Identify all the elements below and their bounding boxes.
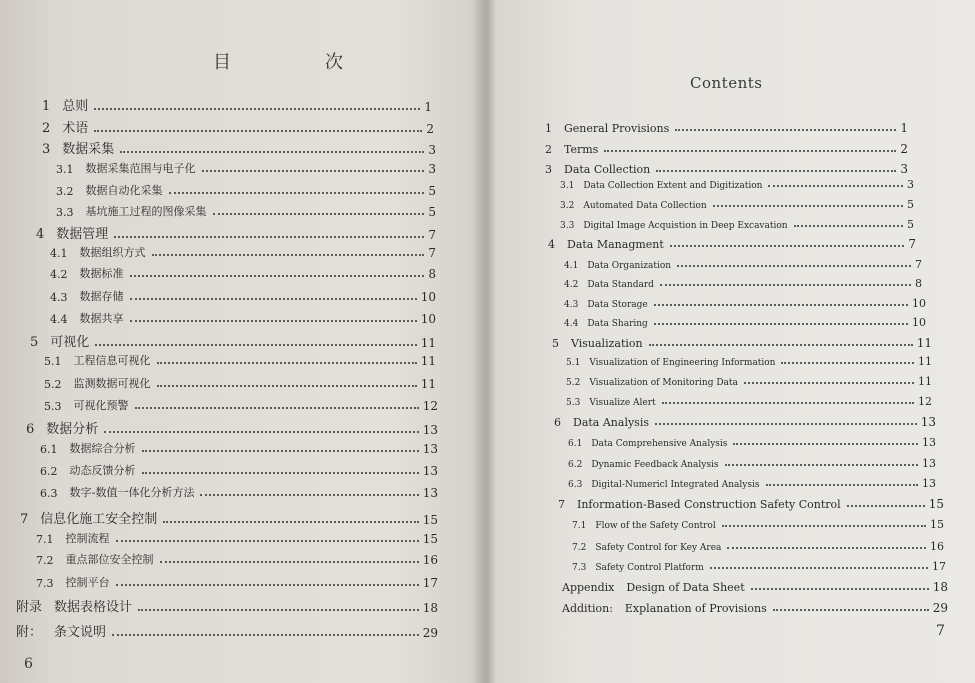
toc-entry bbox=[566, 395, 932, 408]
toc-entry-title: Safety Control for Key Area bbox=[595, 543, 722, 553]
toc-entry bbox=[16, 621, 438, 640]
toc-leader-dots bbox=[660, 283, 911, 286]
toc-entry-page: 7 bbox=[428, 228, 436, 242]
toc-entry-title: 可视化预警 bbox=[73, 399, 129, 412]
toc-entry-page: 13 bbox=[422, 423, 438, 437]
toc-entry-page: 11 bbox=[420, 336, 436, 350]
toc-entry-page: 11 bbox=[420, 354, 436, 368]
toc-leader-dots bbox=[744, 381, 914, 384]
toc-entry-number: 1 bbox=[42, 99, 51, 114]
toc-entry-title: 动态反馈分析 bbox=[69, 464, 136, 477]
toc-entry bbox=[560, 218, 914, 231]
toc-entry-title: Terms bbox=[564, 143, 599, 156]
toc-entry bbox=[36, 574, 438, 590]
toc-entry-number: 2 bbox=[545, 143, 552, 156]
toc-leader-dots bbox=[142, 471, 419, 474]
toc-entry bbox=[42, 117, 434, 136]
toc-entry-page: 7 bbox=[915, 258, 922, 271]
toc-entry-title: Dynamic Feedback Analysis bbox=[591, 460, 719, 470]
toc-leader-dots bbox=[766, 483, 919, 486]
toc-entry-page: 10 bbox=[912, 316, 926, 329]
toc-leader-dots bbox=[95, 343, 416, 346]
toc-entry-number: 4.3 bbox=[564, 300, 579, 310]
toc-entry-number: 3 bbox=[42, 142, 51, 157]
toc-entry-number: 6.1 bbox=[40, 443, 58, 456]
toc-entry bbox=[26, 418, 438, 437]
toc-entry-title: 数据分析 bbox=[46, 422, 99, 437]
toc-entry-page: 12 bbox=[918, 395, 932, 408]
toc-entry bbox=[50, 310, 436, 326]
toc-entry-page: 3 bbox=[428, 162, 436, 176]
toc-entry bbox=[40, 484, 438, 500]
toc-entry-title: 数据标准 bbox=[79, 267, 124, 280]
toc-entry-title: 数据表格设计 bbox=[54, 600, 133, 615]
toc-entry-title: Data Collection bbox=[564, 163, 651, 176]
toc-leader-dots bbox=[773, 608, 929, 611]
toc-entry-page: 7 bbox=[428, 246, 436, 260]
toc-entry bbox=[564, 297, 926, 310]
toc-leader-dots bbox=[662, 401, 914, 404]
toc-entry-number: 3.2 bbox=[56, 185, 74, 198]
toc-leader-dots bbox=[169, 191, 425, 194]
toc-leader-dots bbox=[670, 244, 905, 247]
toc-entry-number: 4.4 bbox=[50, 313, 68, 326]
toc-entry-number: 5.2 bbox=[566, 378, 581, 388]
toc-entry-page: 8 bbox=[428, 267, 436, 281]
toc-leader-dots bbox=[794, 224, 903, 227]
toc-entry-number: 5 bbox=[30, 335, 39, 350]
toc-entry bbox=[50, 265, 436, 281]
toc-entry-number: Addition: bbox=[562, 602, 613, 615]
toc-leader-dots bbox=[725, 463, 919, 466]
toc-entry-title: 数据采集 bbox=[62, 142, 115, 157]
toc-entry-title: Visualization bbox=[571, 337, 643, 350]
toc-entry-page: 17 bbox=[932, 560, 946, 573]
toc-entry-page: 15 bbox=[422, 532, 438, 546]
toc-entry-title: 数据采集范围与电子化 bbox=[85, 162, 196, 175]
toc-entry-number: 5 bbox=[552, 337, 559, 350]
toc-entry-number: 7.1 bbox=[572, 521, 587, 531]
toc-entry-page: 11 bbox=[918, 375, 932, 388]
toc-entry-title: Automated Data Collection bbox=[583, 201, 707, 211]
toc-entry-page: 13 bbox=[422, 464, 438, 478]
toc-entry-page: 13 bbox=[922, 457, 936, 470]
toc-entry-page: 12 bbox=[422, 399, 438, 413]
toc-leader-dots bbox=[675, 128, 896, 131]
toc-entry-number: 3.3 bbox=[560, 221, 575, 231]
toc-leader-dots bbox=[213, 212, 425, 215]
toc-entry-title: 信息化施工安全控制 bbox=[40, 512, 158, 527]
toc-leader-dots bbox=[130, 297, 417, 300]
toc-leader-dots bbox=[722, 524, 926, 527]
toc-entry-number: 7.3 bbox=[36, 577, 54, 590]
toc-entry-title: 数据自动化采集 bbox=[85, 184, 163, 197]
toc-entry-page: 18 bbox=[932, 580, 948, 594]
toc-entry-number: 5.1 bbox=[44, 355, 62, 368]
toc-entry-number: 2 bbox=[42, 121, 51, 136]
toc-entry bbox=[20, 508, 438, 527]
toc-entry-page: 13 bbox=[922, 436, 936, 449]
toc-entry-number: 4.1 bbox=[50, 247, 68, 260]
toc-entry-page: 2 bbox=[900, 142, 908, 156]
toc-entry bbox=[50, 288, 436, 304]
toc-entry-number: 7 bbox=[20, 512, 29, 527]
toc-entry-page: 16 bbox=[422, 553, 438, 567]
toc-entry bbox=[552, 336, 932, 350]
toc-entry-page: 11 bbox=[918, 355, 932, 368]
toc-leader-dots bbox=[120, 150, 424, 153]
toc-leader-dots bbox=[781, 361, 914, 364]
toc-entry-page: 11 bbox=[420, 377, 436, 391]
toc-entry-page: 13 bbox=[922, 477, 936, 490]
toc-entry bbox=[568, 436, 936, 449]
toc-entry-number: 4 bbox=[36, 227, 45, 242]
toc-entry-number: 3.1 bbox=[56, 163, 74, 176]
toc-title-chinese: 目 次 bbox=[213, 52, 381, 73]
toc-entry-number: 6.2 bbox=[568, 460, 583, 470]
toc-entry-number: 5.3 bbox=[44, 400, 62, 413]
toc-leader-dots bbox=[710, 566, 928, 569]
toc-leader-dots bbox=[114, 235, 424, 238]
toc-entry-page: 5 bbox=[428, 184, 436, 198]
toc-entry bbox=[40, 462, 438, 478]
toc-entry bbox=[568, 457, 936, 470]
toc-entry-title: Data Collection Extent and Digitization bbox=[583, 181, 763, 191]
toc-leader-dots bbox=[677, 264, 911, 267]
toc-entry-title: 总则 bbox=[62, 99, 89, 114]
toc-entry-number: 4 bbox=[548, 238, 555, 251]
toc-entry-title: Visualization of Monitoring Data bbox=[589, 378, 738, 388]
toc-leader-dots bbox=[847, 504, 925, 507]
toc-entry-page: 17 bbox=[422, 576, 438, 590]
toc-entry bbox=[564, 258, 922, 271]
toc-leader-dots bbox=[112, 633, 419, 636]
toc-entry-number: 6 bbox=[26, 422, 35, 437]
toc-entry-title: 数据综合分析 bbox=[69, 442, 136, 455]
toc-entry-page: 10 bbox=[420, 290, 436, 304]
toc-entry-number: 4.4 bbox=[564, 319, 579, 329]
toc-entry-page: 3 bbox=[907, 178, 914, 191]
toc-entry bbox=[545, 142, 908, 156]
toc-entry-number: 6 bbox=[554, 416, 561, 429]
toc-entry bbox=[44, 397, 438, 413]
toc-entry bbox=[56, 160, 436, 176]
toc-leader-dots bbox=[130, 319, 417, 322]
toc-entry-number: 附录 bbox=[16, 600, 43, 615]
toc-entry-number: 3 bbox=[545, 163, 552, 176]
toc-entry-number: 7 bbox=[558, 498, 565, 511]
toc-entry-page: 5 bbox=[907, 198, 914, 211]
toc-entry-page: 1 bbox=[900, 121, 908, 135]
toc-entry-page: 7 bbox=[908, 237, 916, 251]
toc-entry bbox=[42, 95, 432, 114]
toc-entry bbox=[558, 497, 944, 511]
toc-entry-title: Digital-Numericl Integrated Analysis bbox=[591, 480, 760, 490]
toc-entry bbox=[36, 530, 438, 546]
toc-leader-dots bbox=[768, 184, 903, 187]
toc-entry-number: 7.2 bbox=[36, 554, 54, 567]
toc-entry-title: Safety Control Platform bbox=[595, 563, 704, 573]
toc-entry-page: 29 bbox=[422, 626, 438, 640]
toc-entry-number: 5.3 bbox=[566, 398, 581, 408]
toc-entry-page: 16 bbox=[930, 540, 944, 553]
toc-leader-dots bbox=[130, 274, 425, 277]
toc-entry-title: 数字-数值一体化分析方法 bbox=[69, 486, 195, 499]
toc-entry-page: 29 bbox=[932, 601, 948, 615]
toc-leader-dots bbox=[94, 107, 420, 110]
toc-entry bbox=[564, 316, 926, 329]
toc-entry bbox=[572, 560, 946, 573]
toc-leader-dots bbox=[751, 587, 929, 590]
toc-entry-number: 7.2 bbox=[572, 543, 587, 553]
toc-leader-dots bbox=[202, 169, 425, 172]
toc-entry-page: 5 bbox=[907, 218, 914, 231]
toc-entry-title: 控制流程 bbox=[65, 532, 110, 545]
toc-entry-number: 6.3 bbox=[40, 487, 58, 500]
toc-entry bbox=[572, 518, 944, 531]
toc-entry-number: Appendix bbox=[562, 581, 615, 594]
toc-leader-dots bbox=[733, 442, 918, 445]
toc-entry-title: Data Analysis bbox=[573, 416, 649, 429]
toc-entry-title: 数据共享 bbox=[79, 312, 124, 325]
toc-entry-number: 6.3 bbox=[568, 480, 583, 490]
page-number-right: 7 bbox=[936, 623, 945, 639]
toc-entry-title: Data Sharing bbox=[587, 319, 648, 329]
toc-entry-page: 3 bbox=[428, 143, 436, 157]
toc-entry bbox=[56, 203, 436, 219]
toc-entry bbox=[566, 355, 932, 368]
toc-entry-number: 5.1 bbox=[566, 358, 581, 368]
toc-entry-number: 4.2 bbox=[50, 268, 68, 281]
toc-entry-title: 术语 bbox=[62, 121, 89, 136]
toc-leader-dots bbox=[713, 204, 903, 207]
toc-entry bbox=[560, 198, 914, 211]
toc-entry-title: 可视化 bbox=[50, 335, 90, 350]
toc-entry-title: 基坑施工过程的图像采集 bbox=[85, 205, 207, 218]
toc-entry-title: 重点部位安全控制 bbox=[65, 553, 154, 566]
toc-entry-number: 4.1 bbox=[564, 261, 579, 271]
toc-leader-dots bbox=[163, 520, 418, 523]
toc-entry-page: 2 bbox=[426, 122, 434, 136]
toc-leader-dots bbox=[160, 560, 419, 563]
toc-entry bbox=[548, 237, 916, 251]
toc-entry bbox=[50, 244, 436, 260]
toc-entry bbox=[568, 477, 936, 490]
left-page-chinese-toc bbox=[0, 0, 478, 683]
toc-entry bbox=[572, 540, 944, 553]
toc-leader-dots bbox=[656, 169, 896, 172]
toc-entry-title: 监测数据可视化 bbox=[73, 377, 151, 390]
toc-leader-dots bbox=[655, 422, 917, 425]
toc-leader-dots bbox=[152, 253, 425, 256]
toc-leader-dots bbox=[135, 406, 419, 409]
toc-entry-number: 3.2 bbox=[560, 201, 575, 211]
toc-leader-dots bbox=[142, 449, 419, 452]
toc-entry bbox=[554, 415, 936, 429]
toc-entry-title: 数据存储 bbox=[79, 290, 124, 303]
toc-entry bbox=[562, 601, 948, 615]
toc-entry-number: 3.3 bbox=[56, 206, 74, 219]
toc-entry-title: Flow of the Safety Control bbox=[595, 521, 716, 531]
right-page-english-toc bbox=[492, 0, 975, 683]
toc-entry-page: 3 bbox=[900, 162, 908, 176]
toc-entry-number: 7.3 bbox=[572, 563, 587, 573]
toc-entry-title: Visualization of Engineering Information bbox=[589, 358, 776, 368]
toc-entry bbox=[564, 277, 922, 290]
toc-entry-page: 15 bbox=[930, 518, 944, 531]
toc-leader-dots bbox=[94, 129, 422, 132]
toc-entry-title: General Provisions bbox=[564, 122, 670, 135]
toc-entry-page: 1 bbox=[424, 100, 432, 114]
toc-entry-title: Data Managment bbox=[567, 238, 664, 251]
toc-entry bbox=[545, 162, 908, 176]
toc-entry bbox=[44, 375, 436, 391]
toc-entry-page: 10 bbox=[912, 297, 926, 310]
toc-entry-number: 3.1 bbox=[560, 181, 575, 191]
toc-entry bbox=[42, 138, 436, 157]
toc-entry-title: 工程信息可视化 bbox=[73, 354, 151, 367]
toc-entry-page: 8 bbox=[915, 277, 922, 290]
toc-entry-title: Explanation of Provisions bbox=[624, 602, 767, 615]
toc-entry-page: 13 bbox=[422, 442, 438, 456]
toc-leader-dots bbox=[116, 539, 419, 542]
toc-entry bbox=[40, 440, 438, 456]
toc-entry bbox=[30, 331, 436, 350]
toc-leader-dots bbox=[104, 430, 418, 433]
toc-leader-dots bbox=[649, 343, 913, 346]
toc-entry-page: 5 bbox=[428, 205, 436, 219]
toc-leader-dots bbox=[604, 149, 896, 152]
toc-entry-title: Data Storage bbox=[587, 300, 648, 310]
toc-leader-dots bbox=[157, 384, 417, 387]
toc-entry-number: 5.2 bbox=[44, 378, 62, 391]
toc-entry-number: 附： bbox=[16, 625, 43, 640]
toc-leader-dots bbox=[654, 303, 908, 306]
toc-entry-title: Digital Image Acquistion in Deep Excavation bbox=[583, 221, 788, 231]
toc-entry-page: 15 bbox=[928, 497, 944, 511]
toc-entry-title: Visualize Alert bbox=[589, 398, 656, 408]
toc-entry-title: 条文说明 bbox=[54, 625, 107, 640]
toc-entry bbox=[16, 596, 438, 615]
toc-entry-number: 6.1 bbox=[568, 439, 583, 449]
toc-title-english: Contents bbox=[690, 74, 763, 92]
toc-entry bbox=[545, 121, 908, 135]
toc-entry-page: 13 bbox=[422, 486, 438, 500]
toc-entry-number: 7.1 bbox=[36, 533, 54, 546]
toc-entry-number: 4.2 bbox=[564, 280, 579, 290]
toc-entry-number: 4.3 bbox=[50, 291, 68, 304]
toc-entry bbox=[36, 551, 438, 567]
toc-leader-dots bbox=[138, 608, 419, 611]
toc-entry bbox=[56, 182, 436, 198]
toc-leader-dots bbox=[157, 361, 417, 364]
toc-entry-page: 18 bbox=[422, 601, 438, 615]
toc-entry-title: Information-Based Construction Safety Control bbox=[577, 498, 841, 511]
toc-entry bbox=[36, 223, 436, 242]
toc-entry-number: 6.2 bbox=[40, 465, 58, 478]
toc-entry-title: Data Standard bbox=[587, 280, 654, 290]
toc-entry-title: 控制平台 bbox=[65, 576, 110, 589]
toc-entry-number: 1 bbox=[545, 122, 552, 135]
toc-entry-title: 数据组织方式 bbox=[79, 246, 146, 259]
toc-entry-page: 11 bbox=[916, 336, 932, 350]
toc-entry bbox=[566, 375, 932, 388]
toc-leader-dots bbox=[727, 546, 926, 549]
toc-entry-title: Data Organization bbox=[587, 261, 672, 271]
toc-entry bbox=[562, 580, 948, 594]
toc-entry-page: 13 bbox=[920, 415, 936, 429]
toc-entry-page: 15 bbox=[422, 513, 438, 527]
toc-leader-dots bbox=[654, 322, 908, 325]
toc-entry-title: Design of Data Sheet bbox=[626, 581, 745, 594]
page-number-left: 6 bbox=[24, 656, 33, 672]
toc-entry bbox=[560, 178, 914, 191]
toc-entry-title: Data Comprehensive Analysis bbox=[591, 439, 728, 449]
toc-entry bbox=[44, 352, 436, 368]
toc-leader-dots bbox=[116, 583, 419, 586]
toc-entry-title: 数据管理 bbox=[56, 227, 109, 242]
toc-leader-dots bbox=[200, 493, 418, 496]
toc-entry-page: 10 bbox=[420, 312, 436, 326]
